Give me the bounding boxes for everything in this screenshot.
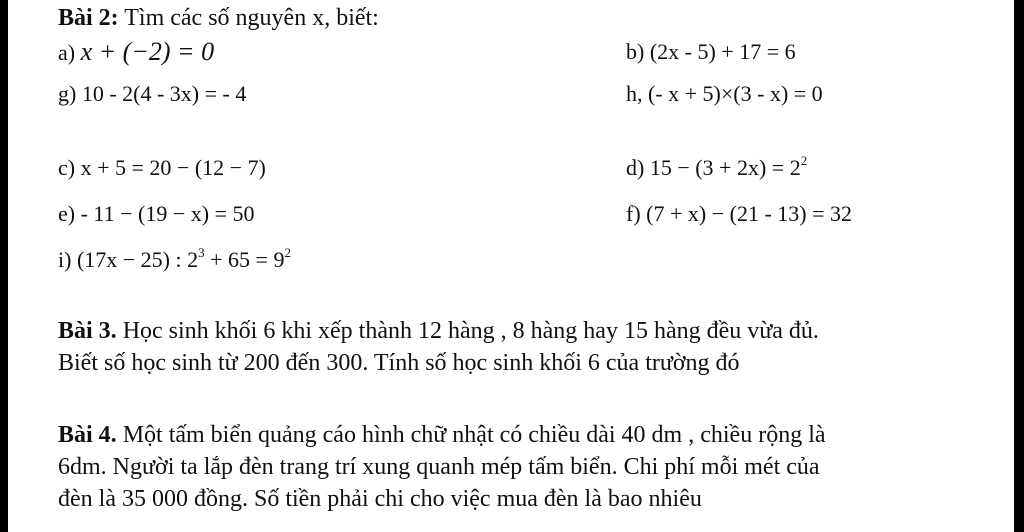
exercise-b-label: b) <box>626 39 645 64</box>
exercise-d-label: d) <box>626 155 645 180</box>
exercise-h-expr: (- x + 5)×(3 - x) = 0 <box>648 81 823 106</box>
bai3-text1: Học sinh khối 6 khi xếp thành 12 hàng , 8 hàng hay 15 hàng đều vừa đủ. <box>116 318 819 344</box>
exercise-f-expr: (7 + x) − (21 - 13) = 32 <box>646 201 853 226</box>
exercise-f <box>626 200 852 228</box>
exercise-h-label: h, <box>626 81 643 106</box>
bai2-title: Bài 2: <box>58 5 119 31</box>
bai2-prompt: Tìm các số nguyên x, biết: <box>124 5 379 31</box>
bai4-title: Bài 4. <box>58 422 117 448</box>
exercise-a <box>58 38 214 67</box>
exercise-b <box>626 38 796 66</box>
exercise-i-expr-b: + 65 = 9 <box>204 247 285 272</box>
exercise-d-exponent: 2 <box>800 153 808 168</box>
exercise-i-exponent-b: 2 <box>284 245 291 260</box>
exercise-g <box>58 80 246 108</box>
bai2-heading <box>58 4 379 32</box>
bai4-line3: đèn là 35 000 đồng. Số tiền phải chi cho việc mua đèn là bao nhiêu <box>58 486 702 512</box>
exercise-a-expr: x + (−2) = 0 <box>80 37 215 66</box>
exercise-d <box>626 154 807 182</box>
exercise-e <box>58 200 254 228</box>
left-border <box>0 0 8 532</box>
exercise-e-expr: - 11 − (19 − x) = 50 <box>80 201 255 226</box>
exercise-i-expr-a: (17x − 25) : 2 <box>76 247 199 272</box>
bai3-title: Bài 3. <box>58 318 117 344</box>
exercise-e-label: e) <box>58 201 76 226</box>
exercise-i-label: i) <box>58 247 72 272</box>
exercise-i-exponent-a: 3 <box>198 245 205 260</box>
exercise-c-expr: x + 5 = 20 − (12 − 7) <box>80 155 266 180</box>
bai4-text1: Một tấm biển quảng cáo hình chữ nhật có chiều dài 40 dm , chiều rộng là <box>116 422 826 448</box>
bai3-line1 <box>58 316 819 347</box>
exercise-i <box>58 246 291 274</box>
bai4-line2: 6dm. Người ta lắp đèn trang trí xung quanh mép tấm biển. Chi phí mỗi mét của <box>58 454 820 480</box>
exercise-h <box>626 80 823 108</box>
exercise-d-expr: 15 − (3 + 2x) = 2 <box>649 155 801 180</box>
bai4-line1 <box>58 420 826 451</box>
right-border <box>1014 0 1024 532</box>
exercise-c <box>58 154 266 182</box>
exercise-g-label: g) <box>58 81 77 106</box>
exercise-f-label: f) <box>626 201 641 226</box>
bai3-line2: Biết số học sinh từ 200 đến 300. Tính số học sinh khối 6 của trường đó <box>58 350 740 376</box>
exercise-g-expr: 10 - 2(4 - 3x) = - 4 <box>81 81 247 106</box>
exercise-a-label: a) <box>58 40 76 65</box>
exercise-c-label: c) <box>58 155 76 180</box>
exercise-b-expr: (2x - 5) + 17 = 6 <box>649 39 796 64</box>
